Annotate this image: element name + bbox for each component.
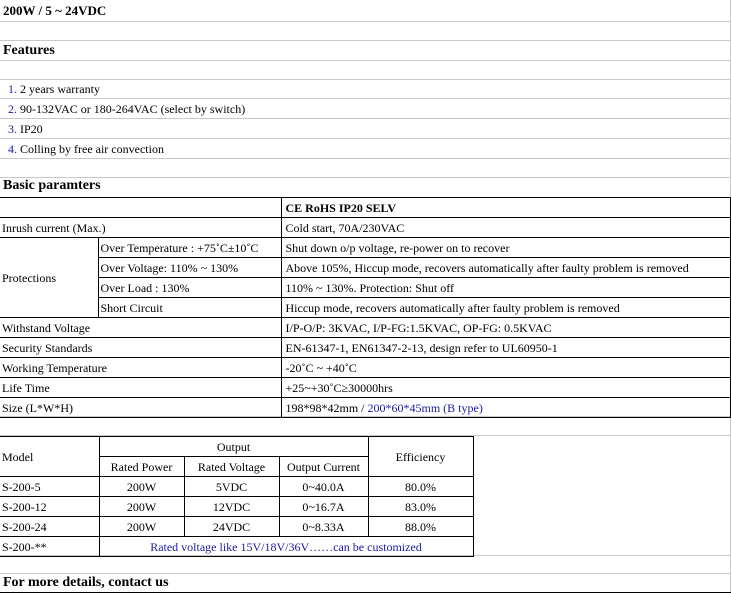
param-value: -20˚C ~ +40˚C <box>281 358 731 378</box>
feature-number: 3. <box>8 122 17 136</box>
param-value: +25~+30˚C≥30000hrs <box>281 378 731 398</box>
output-current-header: Output Current <box>279 457 368 477</box>
protection-name: Over Temperature : +75˚C±10˚C <box>98 238 281 258</box>
feature-text: 90-132VAC or 180-264VAC (select by switch) <box>20 102 246 116</box>
table-row <box>0 477 473 497</box>
grid-line <box>0 60 731 61</box>
rated-power-header: Rated Power <box>99 457 184 477</box>
param-label: Life Time <box>0 378 281 398</box>
grid-line <box>0 158 731 159</box>
feature-number: 2. <box>8 102 17 116</box>
power-cell: 200W <box>99 477 184 497</box>
custom-note: Rated voltage like 15V/18V/36V……can be customized <box>99 537 473 557</box>
basic-params-table <box>0 197 731 418</box>
grid-line <box>0 573 731 574</box>
footer-contact: For more details, contact us <box>3 575 169 590</box>
model-cell: S-200-** <box>0 537 99 557</box>
inrush-label: Inrush current (Max.) <box>0 218 281 238</box>
current-cell: 0~40.0A <box>279 477 368 497</box>
param-label: Working Temperature <box>0 358 281 378</box>
features-heading: Features <box>3 43 55 58</box>
efficiency-cell: 80.0% <box>368 477 473 497</box>
protection-name: Over Load : 130% <box>98 278 281 298</box>
size-label: Size (L*W*H) <box>0 398 281 418</box>
feature-text: Colling by free air convection <box>20 142 164 156</box>
cert-marks: CE RoHS IP20 SELV <box>281 198 731 218</box>
efficiency-cell: 83.0% <box>368 497 473 517</box>
model-header: Model <box>0 437 99 477</box>
voltage-cell: 24VDC <box>184 517 279 537</box>
protection-name: Over Voltage: 110% ~ 130% <box>98 258 281 278</box>
model-cell: S-200-24 <box>0 517 99 537</box>
table-row <box>0 497 473 517</box>
grid-line <box>0 177 731 178</box>
size-value-cell <box>281 398 731 418</box>
efficiency-header: Efficiency <box>368 437 473 477</box>
power-cell: 200W <box>99 517 184 537</box>
feature-text: 2 years warranty <box>20 82 100 96</box>
feature-item <box>8 122 43 136</box>
feature-number: 4. <box>8 142 17 156</box>
size-value: 198*98*42mm / <box>285 400 365 415</box>
grid-line <box>0 118 731 119</box>
protection-name: Short Circuit <box>98 298 281 318</box>
protection-value: Above 105%, Hiccup mode, recovers automatically after faulty problem is removed <box>281 258 731 278</box>
table-row <box>0 537 473 557</box>
size-value-b-type: 200*60*45mm (B type) <box>367 400 483 415</box>
table-row <box>0 517 473 537</box>
rated-voltage-header: Rated Voltage <box>184 457 279 477</box>
protection-value: 110% ~ 130%. Protection: Shut off <box>281 278 731 298</box>
feature-number: 1. <box>8 82 17 96</box>
model-cell: S-200-12 <box>0 497 99 517</box>
feature-item <box>8 82 100 96</box>
grid-line <box>0 79 731 80</box>
feature-text: IP20 <box>20 122 43 136</box>
grid-line <box>0 21 731 22</box>
protection-value: Shut down o/p voltage, re-power on to recover <box>281 238 731 258</box>
voltage-cell: 12VDC <box>184 497 279 517</box>
feature-item <box>8 102 245 116</box>
protections-label: Protections <box>0 238 98 318</box>
efficiency-cell: 88.0% <box>368 517 473 537</box>
current-cell: 0~8.33A <box>279 517 368 537</box>
param-label: Security Standards <box>0 338 281 358</box>
grid-line <box>0 40 731 41</box>
grid-line <box>0 98 731 99</box>
param-value: I/P-O/P: 3KVAC, I/P-FG:1.5KVAC, OP-FG: 0.5KVAC <box>281 318 731 338</box>
feature-item <box>8 142 164 156</box>
power-cell: 200W <box>99 497 184 517</box>
model-table <box>0 436 474 557</box>
param-label: Withstand Voltage <box>0 318 281 338</box>
empty-cell <box>0 198 281 218</box>
voltage-cell: 5VDC <box>184 477 279 497</box>
model-cell: S-200-5 <box>0 477 99 497</box>
param-value: EN-61347-1, EN61347-2-13, design refer to UL60950-1 <box>281 338 731 358</box>
output-header: Output <box>99 437 368 457</box>
basic-params-heading: Basic paramters <box>3 178 101 193</box>
protection-value: Hiccup mode, recovers automatically after faulty problem is removed <box>281 298 731 318</box>
page-title: 200W / 5 ~ 24VDC <box>3 3 107 18</box>
inrush-value: Cold start, 70A/230VAC <box>281 218 731 238</box>
grid-line <box>0 138 731 139</box>
current-cell: 0~16.7A <box>279 497 368 517</box>
